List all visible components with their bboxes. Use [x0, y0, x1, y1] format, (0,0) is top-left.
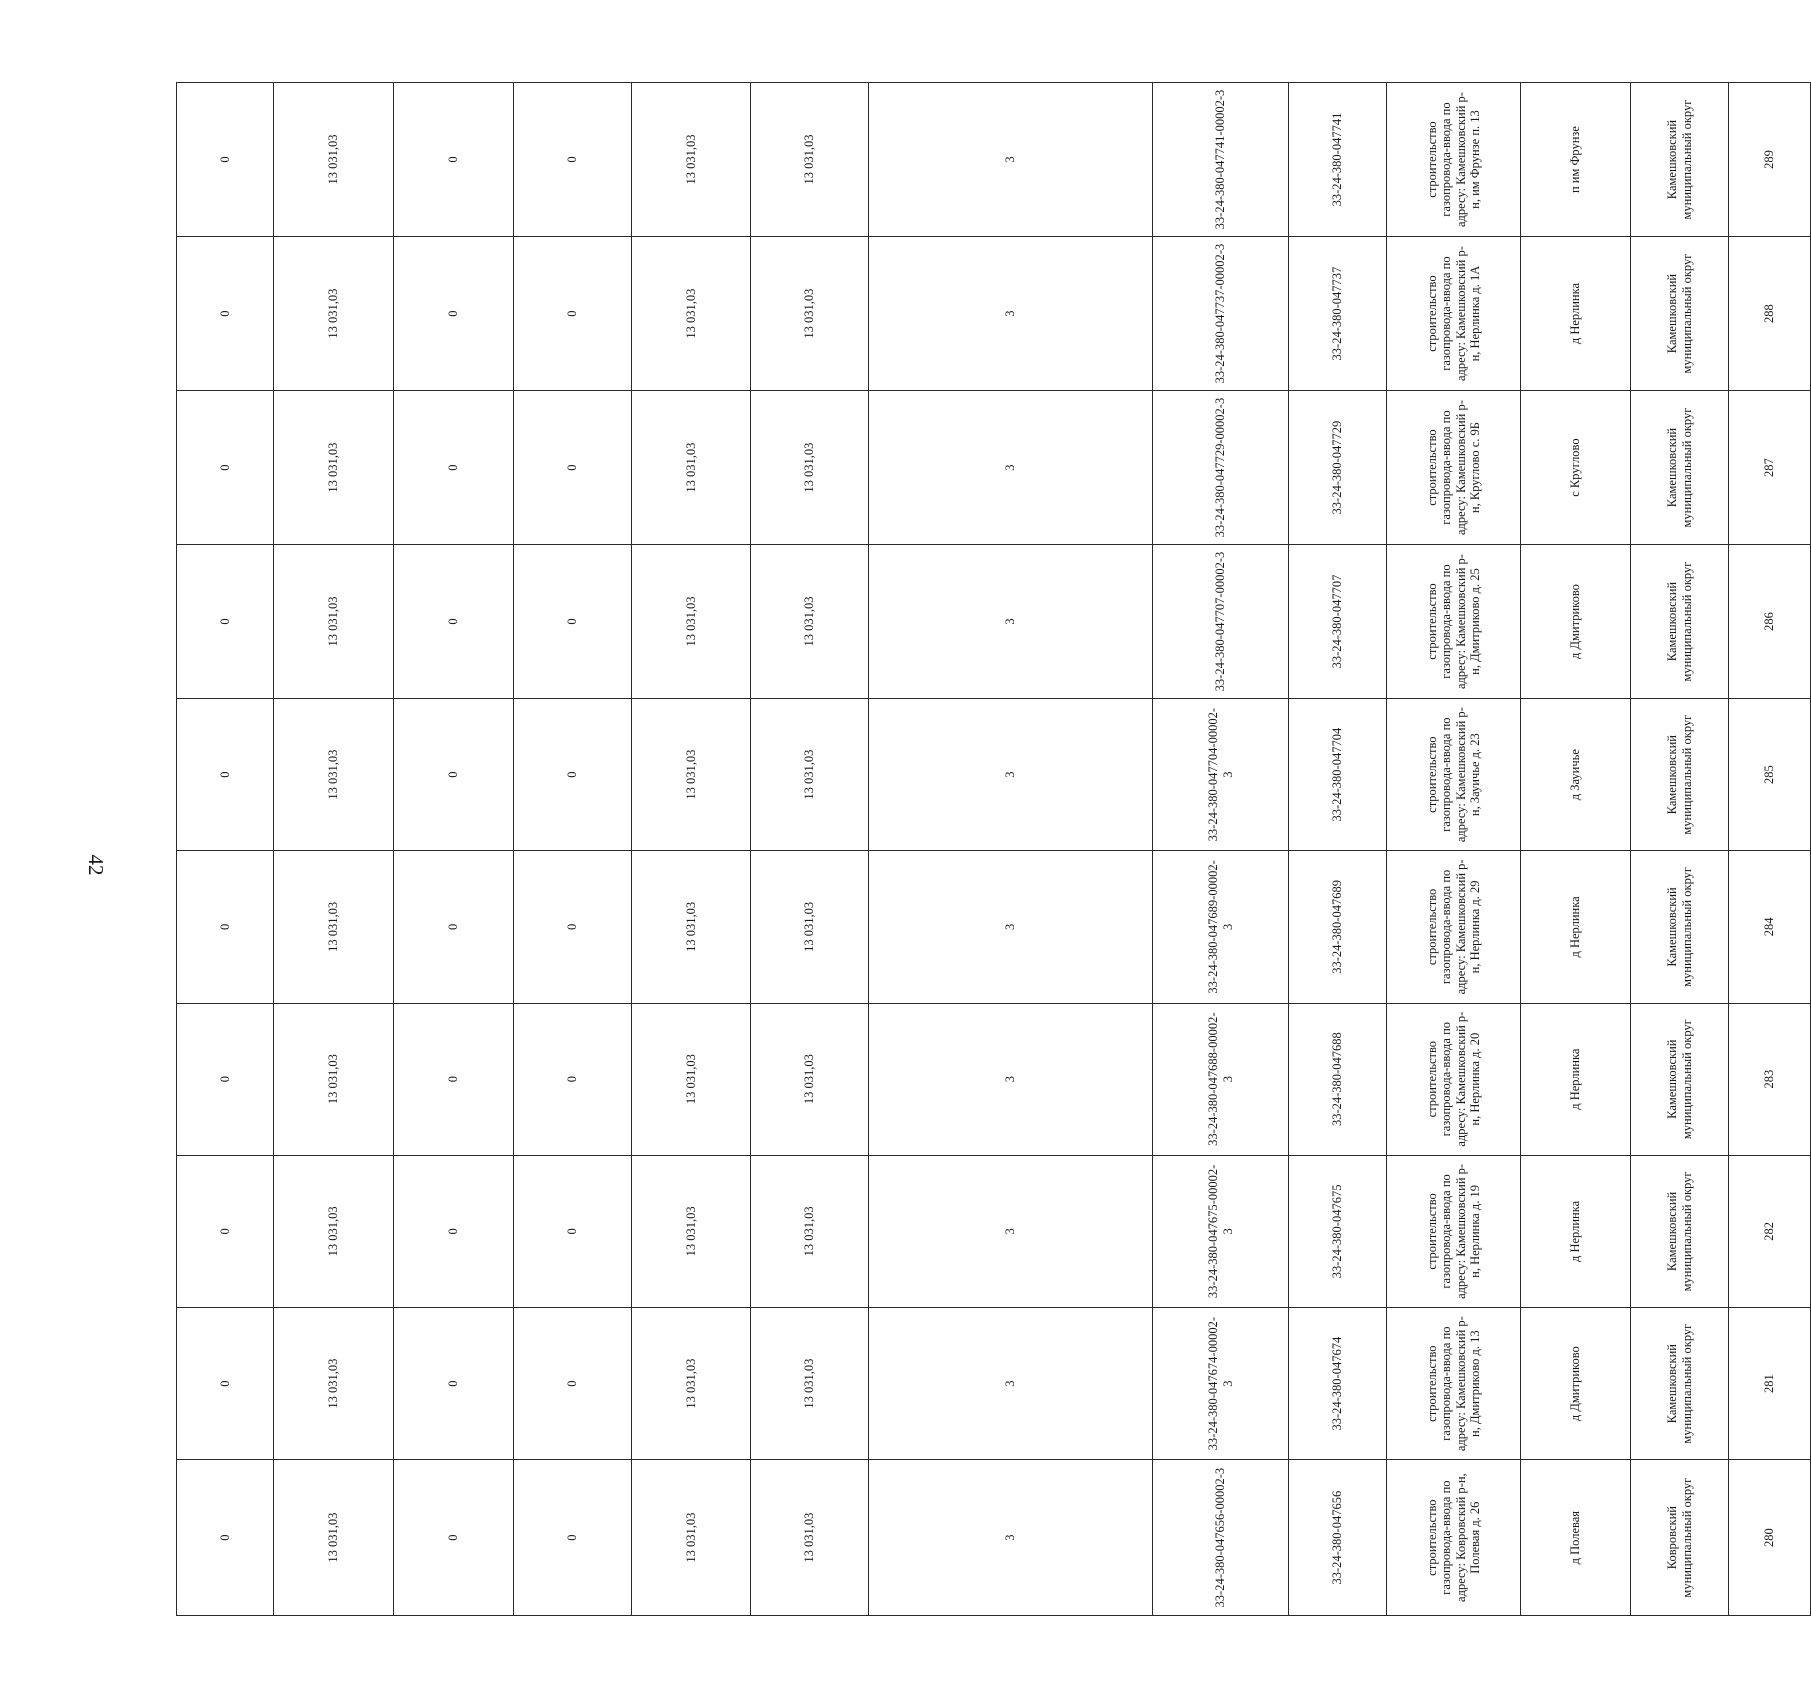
cell-type: 3 — [869, 83, 1153, 237]
cell-value-1: 13 031,03 — [751, 237, 869, 391]
cell-identifier: 33-24-380-047737-00002-3 — [1153, 237, 1289, 391]
cell-value-2: 13 031,03 — [632, 1155, 751, 1307]
cell-value-6: 0 — [177, 1460, 274, 1616]
cell-description: строительство газопровода-ввода по адресу: Камешковский р-н, Нерлинка д. 19 — [1387, 1155, 1521, 1307]
cell-type: 3 — [869, 851, 1153, 1003]
cell-value-6: 0 — [177, 237, 274, 391]
cell-value-3: 0 — [514, 1308, 632, 1460]
cell-type: 3 — [869, 1460, 1153, 1616]
cell-identifier: 33-24-380-047704-00002-3 — [1153, 699, 1289, 851]
cell-value-5: 13 031,03 — [274, 237, 394, 391]
cell-value-2: 13 031,03 — [632, 391, 751, 545]
cell-type: 3 — [869, 237, 1153, 391]
cell-district: Камешковский муниципальный округ — [1631, 699, 1729, 851]
cell-value-4: 0 — [394, 237, 514, 391]
cell-cadastral-code: 33-24-380-047737 — [1289, 237, 1387, 391]
cell-locality: д Нерлинка — [1521, 1155, 1631, 1307]
cell-value-3: 0 — [514, 1460, 632, 1616]
cell-value-1: 13 031,03 — [751, 851, 869, 1003]
cell-cadastral-code: 33-24-380-047689 — [1289, 851, 1387, 1003]
cell-identifier: 33-24-380-047688-00002-3 — [1153, 1003, 1289, 1155]
cell-district: Камешковский муниципальный округ — [1631, 83, 1729, 237]
cell-value-6: 0 — [177, 545, 274, 699]
cell-cadastral-code: 33-24-380-047729 — [1289, 391, 1387, 545]
cell-value-2: 13 031,03 — [632, 699, 751, 851]
cell-district: Камешковский муниципальный округ — [1631, 391, 1729, 545]
table-field-row — [1153, 83, 1289, 1616]
table-field-row — [869, 83, 1153, 1616]
cell-description: строительство газопровода-ввода по адресу: Камешковский р-н, Зауичье д. 23 — [1387, 699, 1521, 851]
cell-locality: д Нерлинка — [1521, 1003, 1631, 1155]
cell-locality: д Зауичье — [1521, 699, 1631, 851]
cell-description: строительство газопровода-ввода по адресу: Камешковский р-н, им Фрунзе п. 13 — [1387, 83, 1521, 237]
cell-value-6: 0 — [177, 699, 274, 851]
cell-value-1: 13 031,03 — [751, 1155, 869, 1307]
cell-description: строительство газопровода-ввода по адресу: Камешковский р-н, Дмитриково д. 13 — [1387, 1308, 1521, 1460]
cell-locality: д Полевая — [1521, 1460, 1631, 1616]
cell-value-3: 0 — [514, 237, 632, 391]
cell-value-5: 13 031,03 — [274, 1308, 394, 1460]
cell-type: 3 — [869, 1308, 1153, 1460]
cell-cadastral-code: 33-24-380-047741 — [1289, 83, 1387, 237]
cell-value-6: 0 — [177, 1003, 274, 1155]
cell-district: Камешковский муниципальный округ — [1631, 1308, 1729, 1460]
cell-description: строительство газопровода-ввода по адресу: Камешковский р-н, Дмитриково д. 25 — [1387, 545, 1521, 699]
cell-identifier: 33-24-380-047741-00002-3 — [1153, 83, 1289, 237]
cell-value-5: 13 031,03 — [274, 851, 394, 1003]
cell-value-1: 13 031,03 — [751, 545, 869, 699]
cell-type: 3 — [869, 699, 1153, 851]
cell-district: Ковровский муниципальный округ — [1631, 1460, 1729, 1616]
table-field-row — [1289, 83, 1387, 1616]
cell-type: 3 — [869, 1155, 1153, 1307]
cell-cadastral-code: 33-24-380-047656 — [1289, 1460, 1387, 1616]
cell-row-number: 286 — [1729, 545, 1811, 699]
cell-value-5: 13 031,03 — [274, 545, 394, 699]
cell-cadastral-code: 33-24-380-047707 — [1289, 545, 1387, 699]
cell-district: Камешковский муниципальный округ — [1631, 851, 1729, 1003]
cell-identifier: 33-24-380-047675-00002-3 — [1153, 1155, 1289, 1307]
cell-description: строительство газопровода-ввода по адресу: Камешковский р-н, Нерлинка д. 20 — [1387, 1003, 1521, 1155]
cell-value-5: 13 031,03 — [274, 1155, 394, 1307]
cell-value-3: 0 — [514, 1155, 632, 1307]
table-field-row — [177, 83, 274, 1616]
cell-cadastral-code: 33-24-380-047674 — [1289, 1308, 1387, 1460]
cell-value-5: 13 031,03 — [274, 1003, 394, 1155]
cell-value-1: 13 031,03 — [751, 83, 869, 237]
cell-value-1: 13 031,03 — [751, 699, 869, 851]
cell-identifier: 33-24-380-047674-00002-3 — [1153, 1308, 1289, 1460]
table-field-row — [274, 83, 394, 1616]
cell-value-6: 0 — [177, 1155, 274, 1307]
cell-district: Камешковский муниципальный округ — [1631, 545, 1729, 699]
cell-row-number: 282 — [1729, 1155, 1811, 1307]
cell-value-1: 13 031,03 — [751, 1003, 869, 1155]
cell-locality: п им Фрунзе — [1521, 83, 1631, 237]
cell-value-4: 0 — [394, 545, 514, 699]
cell-row-number: 288 — [1729, 237, 1811, 391]
cell-value-5: 13 031,03 — [274, 83, 394, 237]
cell-district: Камешковский муниципальный округ — [1631, 1155, 1729, 1307]
cell-description: строительство газопровода-ввода по адресу: Камешковский р-н, Круглово с. 9Б — [1387, 391, 1521, 545]
cell-value-3: 0 — [514, 545, 632, 699]
cell-value-4: 0 — [394, 699, 514, 851]
cell-type: 3 — [869, 545, 1153, 699]
cell-identifier: 33-24-380-047729-00002-3 — [1153, 391, 1289, 545]
cell-row-number: 283 — [1729, 1003, 1811, 1155]
cell-value-5: 13 031,03 — [274, 391, 394, 545]
cell-cadastral-code: 33-24-380-047675 — [1289, 1155, 1387, 1307]
table-field-row — [632, 83, 751, 1616]
cell-description: строительство газопровода-ввода по адресу: Ковровский р-н, Полевая д. 26 — [1387, 1460, 1521, 1616]
cell-value-4: 0 — [394, 1460, 514, 1616]
cell-value-4: 0 — [394, 391, 514, 545]
cell-identifier: 33-24-380-047656-00002-3 — [1153, 1460, 1289, 1616]
cell-value-3: 0 — [514, 391, 632, 545]
cell-value-2: 13 031,03 — [632, 237, 751, 391]
cell-cadastral-code: 33-24-380-047688 — [1289, 1003, 1387, 1155]
cell-district: Камешковский муниципальный округ — [1631, 237, 1729, 391]
cell-value-2: 13 031,03 — [632, 1460, 751, 1616]
cell-locality: д Дмитриково — [1521, 545, 1631, 699]
table-field-row — [1521, 83, 1631, 1616]
cell-row-number: 281 — [1729, 1308, 1811, 1460]
cell-value-3: 0 — [514, 699, 632, 851]
cell-value-6: 0 — [177, 1308, 274, 1460]
table-field-row — [514, 83, 632, 1616]
cell-value-6: 0 — [177, 851, 274, 1003]
table-container — [176, 82, 1777, 1616]
cell-identifier: 33-24-380-047707-00002-3 — [1153, 545, 1289, 699]
cell-value-4: 0 — [394, 1155, 514, 1307]
table-field-row — [1631, 83, 1729, 1616]
cell-type: 3 — [869, 1003, 1153, 1155]
table-field-row — [1387, 83, 1521, 1616]
cell-description: строительство газопровода-ввода по адресу: Камешковский р-н, Нерлинка д. 1А — [1387, 237, 1521, 391]
cell-row-number: 287 — [1729, 391, 1811, 545]
cell-value-3: 0 — [514, 1003, 632, 1155]
table-field-row — [751, 83, 869, 1616]
cell-value-4: 0 — [394, 1003, 514, 1155]
cell-value-2: 13 031,03 — [632, 851, 751, 1003]
cell-type: 3 — [869, 391, 1153, 545]
cell-value-6: 0 — [177, 391, 274, 545]
cell-value-3: 0 — [514, 851, 632, 1003]
table-field-row — [1729, 83, 1811, 1616]
cell-value-2: 13 031,03 — [632, 545, 751, 699]
cell-locality: с Круглово — [1521, 391, 1631, 545]
cell-value-1: 13 031,03 — [751, 1308, 869, 1460]
cell-value-6: 0 — [177, 83, 274, 237]
cell-value-2: 13 031,03 — [632, 1308, 751, 1460]
table-field-row — [394, 83, 514, 1616]
cell-value-1: 13 031,03 — [751, 391, 869, 545]
cell-row-number: 285 — [1729, 699, 1811, 851]
cell-locality: д Дмитриково — [1521, 1308, 1631, 1460]
cell-row-number: 289 — [1729, 83, 1811, 237]
cell-locality: д Нерлинка — [1521, 851, 1631, 1003]
cell-row-number: 284 — [1729, 851, 1811, 1003]
cell-value-4: 0 — [394, 1308, 514, 1460]
cell-row-number: 280 — [1729, 1460, 1811, 1616]
cell-value-3: 0 — [514, 83, 632, 237]
cell-value-4: 0 — [394, 83, 514, 237]
cell-value-2: 13 031,03 — [632, 83, 751, 237]
data-table — [176, 82, 1811, 1616]
cell-value-5: 13 031,03 — [274, 1460, 394, 1616]
cell-cadastral-code: 33-24-380-047704 — [1289, 699, 1387, 851]
cell-value-4: 0 — [394, 851, 514, 1003]
page-number: 42 — [84, 854, 108, 876]
cell-value-2: 13 031,03 — [632, 1003, 751, 1155]
cell-value-5: 13 031,03 — [274, 699, 394, 851]
cell-district: Камешковский муниципальный округ — [1631, 1003, 1729, 1155]
cell-identifier: 33-24-380-047689-00002-3 — [1153, 851, 1289, 1003]
cell-description: строительство газопровода-ввода по адресу: Камешковский р-н, Нерлинка д. 29 — [1387, 851, 1521, 1003]
cell-value-1: 13 031,03 — [751, 1460, 869, 1616]
cell-locality: д Нерлинка — [1521, 237, 1631, 391]
